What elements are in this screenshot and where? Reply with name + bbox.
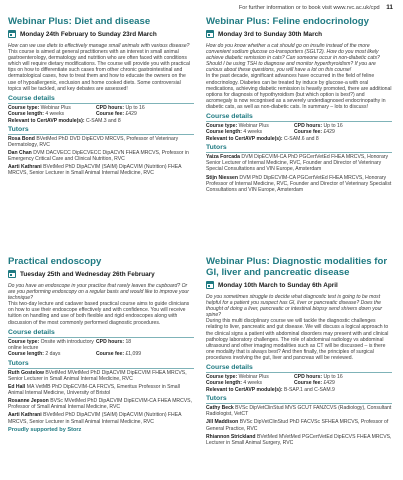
calendar-icon [206, 281, 214, 289]
course-description [8, 301, 194, 325]
course-fee-value: £429 [323, 129, 335, 136]
course-length-value: 4 weeks [45, 111, 65, 118]
tutor-entry [206, 434, 392, 446]
tutor-entry [206, 419, 392, 431]
tutor-entry [206, 405, 392, 417]
tutor-name: Jill Maddison [206, 419, 239, 426]
course-details-heading: Course details [206, 113, 392, 122]
tutor-name: Ruth Gostelow [8, 369, 44, 376]
course-type-value: Webinar Plus [40, 104, 71, 111]
course-intro: How can we use diets to effectively manage small animals with various disease? [8, 43, 190, 49]
course-details-heading: Course details [8, 329, 194, 338]
cpd-label: CPD hours: [96, 104, 125, 111]
course-length-value: 4 weeks [243, 129, 263, 136]
course-date [8, 269, 194, 279]
tutors-heading: Tutors [8, 360, 194, 369]
course-practical-endoscopy [8, 256, 194, 433]
course-intro: Do you have an endoscope in your practice that rarely leaves the cupboard? Or are you performing endoscopy on a regular basis and would like to improve your technique? [8, 283, 189, 302]
tutor-name: Cathy Beck [206, 405, 234, 412]
cpd-value: Up to 16 [125, 104, 145, 111]
tutors-heading: Tutors [206, 144, 392, 153]
course-date [8, 29, 194, 39]
tutor-detail: BVetMed MVetMed PhD DipACVIM DipECVIM FHEA MRCVS, Senior Lecturer in Small Animal Internal Medicine, RVC [8, 369, 187, 382]
course-type-label: Course type: [206, 123, 238, 130]
page-number: 11 [386, 4, 393, 11]
calendar-icon [8, 30, 16, 38]
tutor-entry [8, 384, 194, 396]
course-length-label: Course length: [206, 380, 242, 387]
course-type-label: Course type: [8, 338, 40, 345]
tutor-name: Dan Chan [8, 150, 32, 157]
sponsor-note: Proudly supported by Storz [8, 426, 82, 433]
course-type-value: Onsite with introductory online lecture [8, 338, 94, 352]
cpd-label: CPD hours: [96, 338, 125, 345]
course-title: Webinar Plus: Diet and disease [8, 16, 151, 27]
tutor-detail: MA VetMB PhD DipECVIM-CA FRCVS, Emeritus Professor in Small Animal Internal Medicine, University of Bristol [8, 384, 180, 397]
tutor-name: Aarti Kathrani [8, 164, 42, 171]
certavp-label: Relevant to CertAVP module(s): [206, 386, 283, 393]
course-title: Webinar Plus: Feline endocrinology [206, 16, 369, 27]
course-fee-label: Course fee: [96, 351, 125, 358]
certavp-value: C-SAM.6 and 8 [283, 135, 319, 142]
tutor-name: Yaiza Forcada [206, 154, 240, 161]
course-type-value: Webinar Plus [238, 374, 269, 381]
tutor-name: Rosa Bond [8, 135, 35, 142]
header-url[interactable]: www.rvc.ac.uk/cpd [333, 5, 380, 11]
course-details [206, 123, 392, 142]
course-diagnostic-modalities [206, 256, 392, 448]
calendar-icon [206, 30, 214, 38]
course-diet-disease [8, 16, 194, 179]
tutor-name: Aarti Kathrani [8, 412, 42, 419]
course-details [206, 374, 392, 393]
tutor-detail: DVM DipECVIM-CA PhD PGCertVetEd FHEA MRCVS, Honorary Senior Lecturer of Internal Medicine, RVC, Founder and Director of Veterinary Special Consultations and VIN Europe, Amsterdam [206, 154, 389, 173]
course-intro: Do you sometimes struggle to decide what diagnostic test is going to be most helpful for a patient you suspect has GI, liver or pancreatic disease? Does the thought of doing a liver, pancreatic or intestinal biopsy send shivers down your spine? [206, 294, 383, 319]
course-description-text: During this multi disciplinary course we will tackle the diagnostic challenges relating to liver, pancreatic and gut disease. We will discuss a logical approach to the clinical signs a patient with abdominal disorders may present with and clinical pathology laboratory challenges. The role of abdominal radiology vs abdominal ultrasound and other imaging modalities such as CT will be discussed – is there one modality that is always best? And then finally, the principles of surgical procedures involving the gut, liver and pancreas will be reviewed. [206, 318, 389, 361]
certavp-label: Relevant to CertAVP module(s): [206, 135, 283, 142]
tutor-name: Rhiannon Strickland [206, 433, 256, 440]
course-length-label: Course length: [8, 111, 44, 118]
tutor-entry [8, 398, 194, 410]
course-details [8, 105, 194, 124]
course-date-text: Monday 3rd to Sunday 30th March [218, 30, 323, 38]
tutor-entry [206, 175, 392, 193]
certavp-label: Relevant to CertAVP module(s): [8, 117, 85, 124]
course-fee-label: Course fee: [294, 380, 323, 387]
tutor-detail: BVetMed PhD DipACVIM (SAIM) DipACVIM (Nutrition) FHEA MRCVS, Senior Lecturer in Small Animal Internal Medicine, RVC [8, 412, 182, 425]
course-description-text: This two-day lecture and cadaver based practical course aims to guide clinicians on how to use their endoscope effectively and with confidence. You will receive tuition on handling and use of both flexible and rigid endoscopes along with discussion of the most commonly performed diagnostic procedures. [8, 301, 190, 326]
course-fee-label: Course fee: [96, 111, 125, 118]
certavp-value: C-SAM.3 and 8 [85, 117, 121, 124]
cpd-label: CPD hours: [294, 374, 323, 381]
header-text: For further information or to book visit [238, 5, 332, 11]
course-details-heading: Course details [8, 95, 194, 104]
tutor-detail: BVSc MVetMed PhD DipACVIM DipECVIM-CA FHEA MRCVS, Professor of Small Animal Internal Medicine, RVC [8, 398, 192, 411]
tutor-name: Stijn Niessen [206, 174, 238, 181]
tutor-entry [8, 412, 194, 424]
tutors-heading: Tutors [206, 395, 392, 404]
course-length-label: Course length: [206, 129, 242, 136]
course-length-label: Course length: [8, 351, 44, 358]
tutor-detail: BVetMed PhD DipACVIM (SAIM) DipACVIM (Nutrition) FHEA MRCVS, Senior Lecturer in Small Animal Internal Medicine, RVC [8, 164, 182, 177]
course-date [206, 29, 392, 39]
course-intro: How do you know whether a cat should go on insulin instead of the more convenient sodium glucose co-transporters (SGLT2). How do you most likely achieve diabetic remission in cats? Can someone occur in non-diabetic cats? Should I be using TSH to diagnose and monitor hyperthyroidism? If you are curious about these questions, you will have a lot on this course! [206, 43, 380, 74]
course-date [206, 280, 392, 290]
certavp-value: B-SAP.1 and C-SAM.9 [283, 386, 335, 393]
tutor-detail: BVSc DipVetClinStud MVS GCUT FANZCVS (Radiology), Consultant Radiologist, VetCT [206, 405, 392, 418]
course-date-text: Tuesday 25th and Wednesday 26th February [20, 270, 155, 278]
tutor-name: Rosanne Jepson [8, 398, 49, 405]
course-type-value: Webinar Plus [238, 123, 269, 130]
tutor-detail: BVSc DipVetClinStud PhD FACVSc SFHEA MRCVS, Professor of General Practice, RVC [206, 419, 389, 432]
course-title: Webinar Plus: Diagnostic modalities for GI, liver and pancreatic disease [206, 256, 388, 278]
course-description-text: This course is aimed at general practitioners with an interest in small animal gastroenterology, dermatology and nutrition who are often faced with conditions which will require dietary modifications. The course will provide you with practical tips on how to differentiate such cases from other chronic gastrointestinal and dermatological cases, how to treat them and how to educate the owners on the use of hypoallergenic, exclusion and home cooked diets. Some controversial topics will be tackled, and key debates are assessed! [8, 49, 190, 92]
course-description [206, 73, 392, 110]
course-date-text: Monday 10th March to Sunday 6th April [218, 281, 338, 289]
cpd-value: Up to 16 [323, 374, 343, 381]
course-feline-endocrinology [206, 16, 392, 195]
cpd-value: 18 [125, 338, 132, 345]
course-description [206, 318, 392, 361]
course-title: Practical endoscopy [8, 256, 102, 267]
course-fee-value: £1,099 [125, 351, 142, 358]
course-date-text: Monday 24th February to Sunday 23rd March [20, 30, 157, 38]
tutor-entry [206, 154, 392, 172]
course-length-value: 2 days [45, 351, 61, 358]
course-fee-value: £429 [323, 380, 335, 387]
tutor-detail: DVM DACVECC DipECVECC DipACVN FHEA MRCVS, Professor in Emergency Critical Care and Clinical Nutrition, RVC [8, 150, 189, 163]
course-description [8, 49, 194, 92]
page-header [10, 4, 393, 16]
cpd-label: CPD hours: [294, 123, 323, 130]
tutor-entry [8, 150, 194, 162]
tutor-entry [8, 136, 194, 148]
tutor-detail: BVetMed MVetMed PGCertVetEd DipECVS FHEA MRCVS, Lecturer in Small Animal Surgery, RVC [206, 433, 392, 446]
tutor-entry [8, 164, 194, 176]
course-type-label: Course type: [8, 104, 40, 111]
tutor-entry [8, 370, 194, 382]
tutor-name: Ed Hall [8, 384, 26, 391]
course-length-value: 4 weeks [243, 380, 263, 387]
tutors-heading: Tutors [8, 126, 194, 135]
course-fee-value: £429 [125, 111, 137, 118]
course-details-heading: Course details [206, 364, 392, 373]
course-type-label: Course type: [206, 374, 238, 381]
tutor-detail: DVM PhD DipECVIM-CA PGCertVetEd FHEA MRCVS, Honorary Professor of Internal Medicine, RVC, Founder and Director of Veterinary Specialist Consultations and VIN Europe, Amsterdam [206, 174, 392, 193]
tutor-detail: BVetMed PhD DVD DipECVD MRCVS, Professor of Veterinary Dermatology, RVC [8, 135, 179, 149]
course-fee-label: Course fee: [294, 129, 323, 136]
calendar-icon [8, 270, 16, 278]
cpd-value: Up to 16 [323, 123, 343, 130]
course-details [8, 339, 194, 358]
course-description-text: In the past decade, significant advances have occurred in the field of feline endocrinology. Diabetes can be treated by induce by glucose-a with oral medications, achieving diabetic remission is heavily promoted, there are additional options for diagnosis of hypothyroidism (but which option is best?) and acromegaly is now recognised as a severely underdiagnosed endocrinopathy in diabetic cats, as well as non-diabetic cats. In summary – lots to discuss! [206, 73, 392, 110]
